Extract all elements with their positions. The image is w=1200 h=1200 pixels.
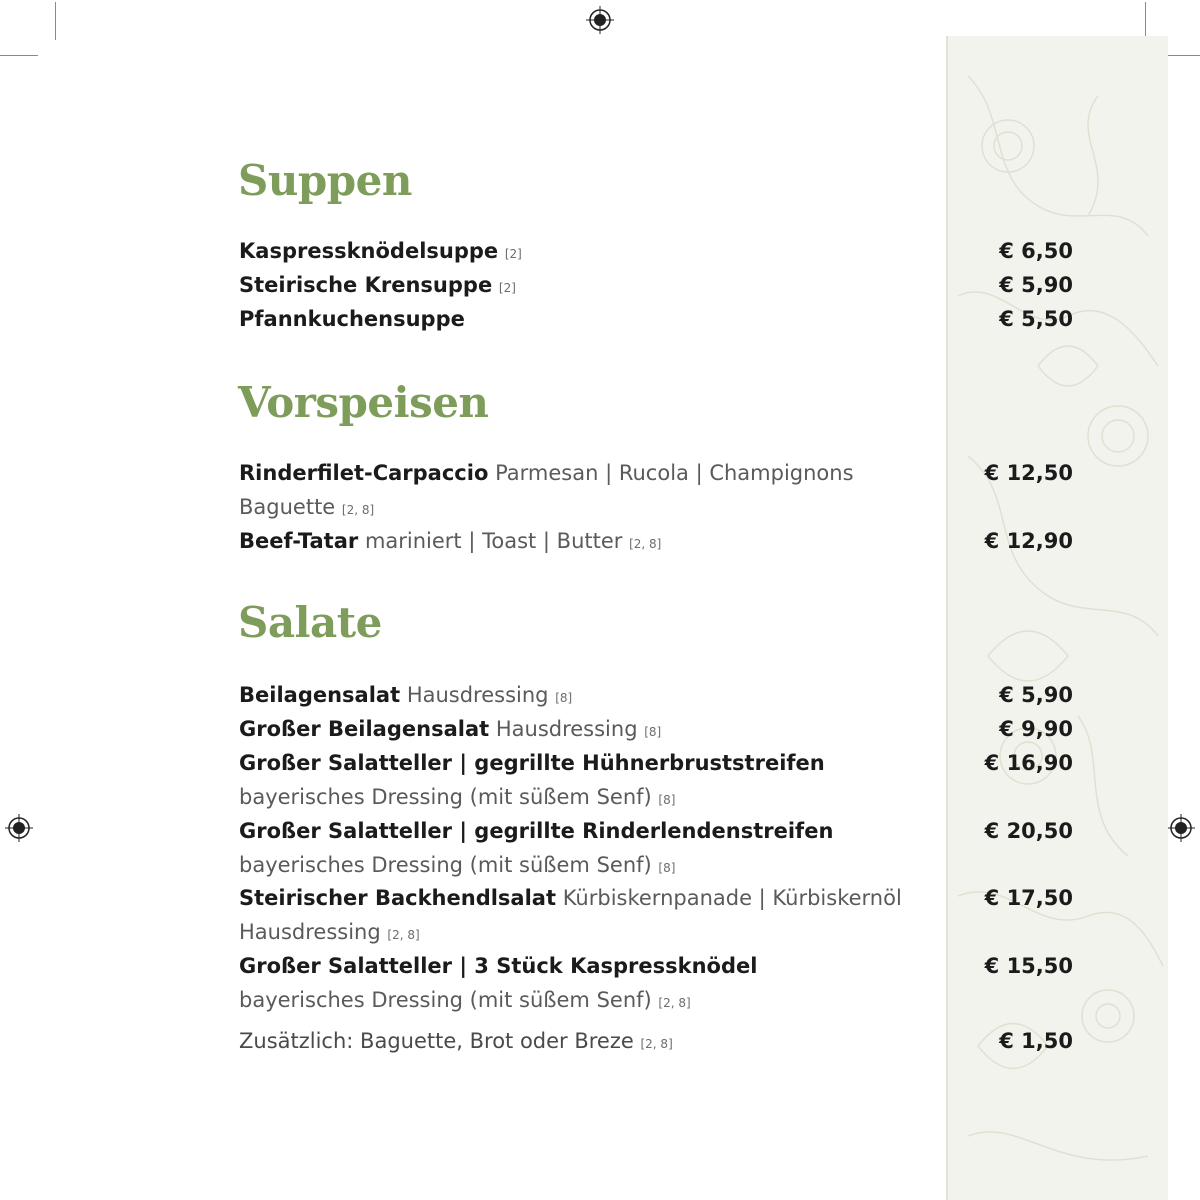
item-description-line2: bayerisches Dressing (mit süßem Senf) <box>239 785 652 809</box>
section-title-salate: Salate <box>238 598 382 647</box>
item-description-line2: bayerisches Dressing (mit süßem Senf) <box>239 853 652 877</box>
item-allergens: [2, 8] <box>640 1037 673 1051</box>
item-name: Pfannkuchensuppe <box>239 307 465 331</box>
item-name: Großer Salatteller | 3 Stück Kaspressknödel <box>239 954 758 978</box>
item-description-line2: Hausdressing <box>239 920 381 944</box>
item-allergens: [2] <box>498 281 516 295</box>
item-allergens: [2] <box>504 247 522 261</box>
menu-item <box>239 881 1073 952</box>
item-name: Steirische Krensuppe <box>239 273 493 297</box>
menu-item <box>239 456 1073 527</box>
crop-mark <box>55 2 56 40</box>
item-price: € 20,50 <box>984 819 1073 843</box>
menu-item <box>239 712 1073 749</box>
item-price: € 17,50 <box>984 886 1073 910</box>
item-price: € 1,50 <box>999 1029 1073 1053</box>
registration-mark-icon <box>5 814 33 842</box>
item-name: Großer Salatteller | gegrillte Hühnerbruststreifen <box>239 751 825 775</box>
item-name: Rinderfilet-Carpaccio <box>239 461 489 485</box>
item-name: Großer Beilagensalat <box>239 717 490 741</box>
section-title-suppen: Suppen <box>238 156 412 205</box>
menu-item <box>239 302 1073 336</box>
item-description-line2: Baguette <box>239 495 336 519</box>
item-price: € 15,50 <box>984 954 1073 978</box>
registration-mark-icon <box>586 6 614 34</box>
crop-mark <box>0 55 38 56</box>
item-price: € 16,90 <box>984 751 1073 775</box>
menu-item <box>239 678 1073 715</box>
menu-item <box>239 746 1073 817</box>
menu-item <box>239 814 1073 885</box>
menu-item-extra <box>239 1024 1073 1061</box>
item-price: € 5,50 <box>999 307 1073 331</box>
item-price: € 9,90 <box>999 717 1073 741</box>
item-name: Beef-Tatar <box>239 529 359 553</box>
item-description: Parmesan | Rucola | Champignons <box>495 461 854 485</box>
item-allergens: [8] <box>658 861 676 875</box>
item-allergens: [2, 8] <box>387 928 420 942</box>
item-allergens: [2, 8] <box>658 996 691 1010</box>
extra-description: Zusätzlich: Baguette, Brot oder Breze <box>239 1029 634 1053</box>
item-name: Beilagensalat <box>239 683 401 707</box>
item-allergens: [8] <box>658 793 676 807</box>
item-description-line2: bayerisches Dressing (mit süßem Senf) <box>239 988 652 1012</box>
registration-mark-icon <box>1167 814 1195 842</box>
item-price: € 5,90 <box>999 683 1073 707</box>
menu-item <box>239 234 1073 271</box>
item-allergens: [8] <box>644 725 662 739</box>
item-price: € 6,50 <box>999 239 1073 263</box>
menu-item <box>239 949 1073 1020</box>
item-allergens: [2, 8] <box>629 537 662 551</box>
item-allergens: [2, 8] <box>341 503 375 517</box>
item-price: € 5,90 <box>999 273 1073 297</box>
menu-item <box>239 268 1073 305</box>
item-price: € 12,50 <box>984 461 1073 485</box>
item-name: Steirischer Backhendlsalat <box>239 886 557 910</box>
menu-item <box>239 524 1073 561</box>
item-description: Kürbiskernpanade | Kürbiskernöl <box>562 886 902 910</box>
item-allergens: [8] <box>555 691 573 705</box>
item-name: Großer Salatteller | gegrillte Rinderlendenstreifen <box>239 819 834 843</box>
item-description: Hausdressing <box>406 683 549 707</box>
section-title-vorspeisen: Vorspeisen <box>238 378 489 427</box>
item-price: € 12,90 <box>984 529 1073 553</box>
crop-mark <box>1145 2 1146 40</box>
item-description: mariniert | Toast | Butter <box>364 529 623 553</box>
item-description: Hausdressing <box>495 717 638 741</box>
item-name: Kaspressknödelsuppe <box>239 239 499 263</box>
